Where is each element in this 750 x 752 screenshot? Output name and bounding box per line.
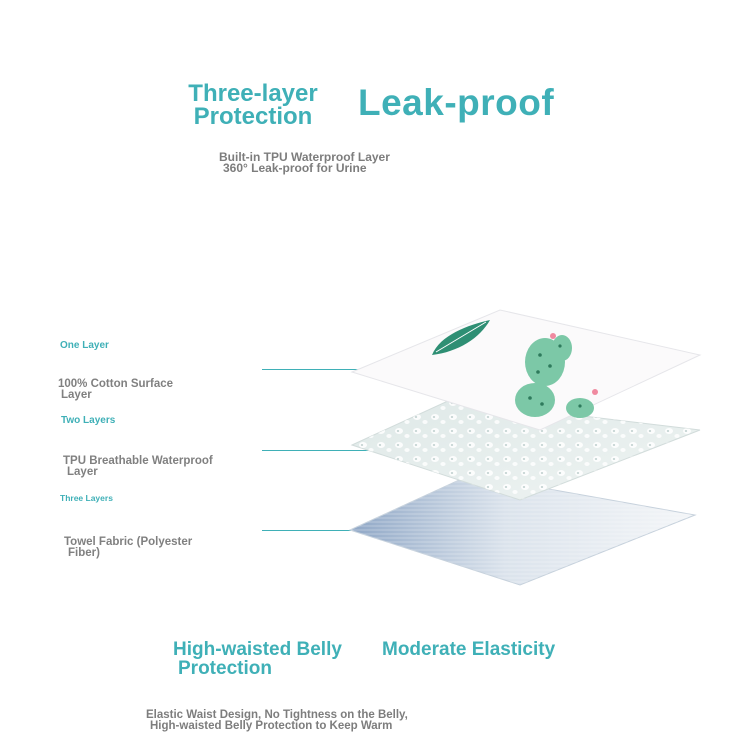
layer-3-title: Three Layers	[60, 493, 113, 503]
layer-stack-illustration	[340, 300, 710, 600]
footer-desc-line-1: Elastic Waist Design, No Tightness on the Belly,	[146, 709, 408, 721]
layer-2-desc-line-2: Layer	[67, 466, 98, 478]
heading-line-2: Protection	[193, 103, 313, 130]
layer-2-title: Two Layers	[61, 415, 116, 426]
footer-description	[146, 710, 408, 732]
layer-2-desc-line-1: TPU Breathable Waterproof	[63, 455, 213, 467]
footer-heading-line-2: Protection	[178, 658, 272, 679]
leak-proof-heading: Leak-proof	[358, 82, 555, 123]
layer-2-desc	[63, 456, 213, 478]
footer-heading-line-1: High-waisted Belly	[173, 639, 342, 660]
subtitle-line-2: 360° Leak-proof for Urine	[223, 161, 367, 175]
subtitle-line-1: Built-in TPU Waterproof Layer	[219, 150, 390, 164]
layer-1-desc	[58, 379, 173, 401]
three-layer-protection-heading	[168, 82, 338, 128]
layer-1-desc-line-1: 100% Cotton Surface	[58, 378, 174, 390]
heading-line-1: Three-layer	[188, 80, 318, 107]
layer-3-desc-line-1: Towel Fabric (Polyester	[64, 536, 193, 548]
layer-3-desc-line-2: Fiber)	[68, 547, 100, 559]
layer-1-title: One Layer	[60, 340, 109, 351]
moderate-elasticity-heading: Moderate Elasticity	[382, 639, 556, 660]
layer-3-desc	[64, 537, 192, 559]
high-waisted-belly-protection-heading	[173, 640, 342, 678]
subtitle-block	[219, 152, 390, 174]
footer-desc-line-2: High-waisted Belly Protection to Keep Warm	[150, 720, 393, 732]
cotton-surface-layer	[352, 310, 700, 430]
layer-1-desc-line-2: Layer	[61, 389, 92, 401]
